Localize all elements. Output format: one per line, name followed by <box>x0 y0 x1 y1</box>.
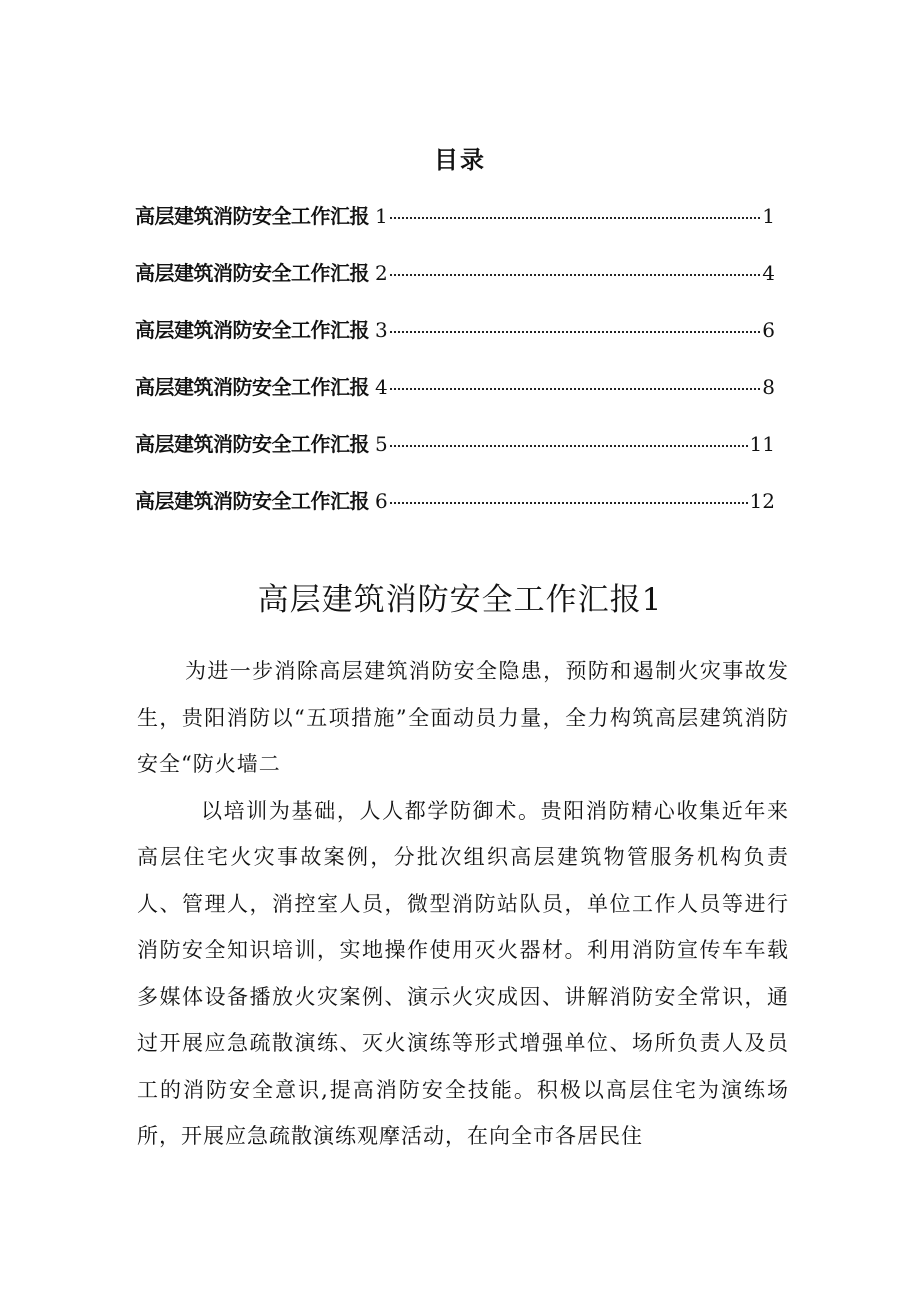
toc-page-number: 4 <box>762 261 775 285</box>
toc-entry-label: 高层建筑消防安全工作汇报 <box>135 318 369 342</box>
toc-entry-number: 6 <box>375 489 388 513</box>
toc-title: 目录 <box>434 146 486 174</box>
dot-leader <box>390 274 761 276</box>
toc-page-number: 12 <box>749 489 775 513</box>
toc-page-number: 6 <box>762 318 775 342</box>
toc-entry-number: 1 <box>375 204 388 228</box>
toc-entry-3[interactable] <box>135 314 775 371</box>
body-paragraph: 为进一步消除高层建筑消防安全隐患，预防和遏制火灾事故发生，贵阳消防以“五项措施”全面动员力量，全力构筑高层建筑消防安全“防火墙二 <box>137 659 789 776</box>
toc-entry-label: 高层建筑消防安全工作汇报 <box>135 261 369 285</box>
toc-entry-number: 5 <box>375 432 388 456</box>
dot-leader <box>390 217 761 219</box>
dot-leader <box>390 331 761 333</box>
toc-page-number: 8 <box>762 375 775 399</box>
toc-entry-number: 4 <box>375 375 388 399</box>
toc-entry-label: 高层建筑消防安全工作汇报 <box>135 489 369 513</box>
toc-entry-1[interactable] <box>135 200 775 257</box>
dot-leader <box>390 445 748 447</box>
toc-entry-2[interactable] <box>135 257 775 314</box>
document-body <box>137 648 789 1160</box>
toc-entry-number: 3 <box>375 318 388 342</box>
toc-entry-number: 2 <box>375 261 388 285</box>
toc-entry-label: 高层建筑消防安全工作汇报 <box>135 432 369 456</box>
toc-entry-label: 高层建筑消防安全工作汇报 <box>135 375 369 399</box>
dot-leader <box>390 388 761 390</box>
toc-page-number: 11 <box>749 432 775 456</box>
toc-entry-6[interactable] <box>135 485 775 542</box>
dot-leader <box>390 502 748 504</box>
toc-entry-5[interactable] <box>135 428 775 485</box>
document-title: 高层建筑消防安全工作汇报1 <box>257 582 663 618</box>
toc-page-number: 1 <box>762 204 775 228</box>
table-of-contents <box>135 200 775 542</box>
toc-entry-label: 高层建筑消防安全工作汇报 <box>135 204 369 228</box>
body-paragraph: 以培训为基础，人人都学防御术。贵阳消防精心收集近年来高层住宅火灾事故案例，分批次组织高层建筑物管服务机构负责人、管理人，消控室人员，微型消防站队员，单位工作人员等进行消防安全知识培训，实地操作使用灭火器材。利用消防宣传车车载多媒体设备播放火灾案例、演示火灾成因、讲解消防安全常识，通过开展应急疏散演练、灭火演练等形式增强单位、场所负责人及员工的消防安全意识,提高消防安全技能。积极以高层住宅为演练场所，开展应急疏散演练观摩活动，在向全市各居民住 <box>137 798 789 1148</box>
toc-entry-4[interactable] <box>135 371 775 428</box>
